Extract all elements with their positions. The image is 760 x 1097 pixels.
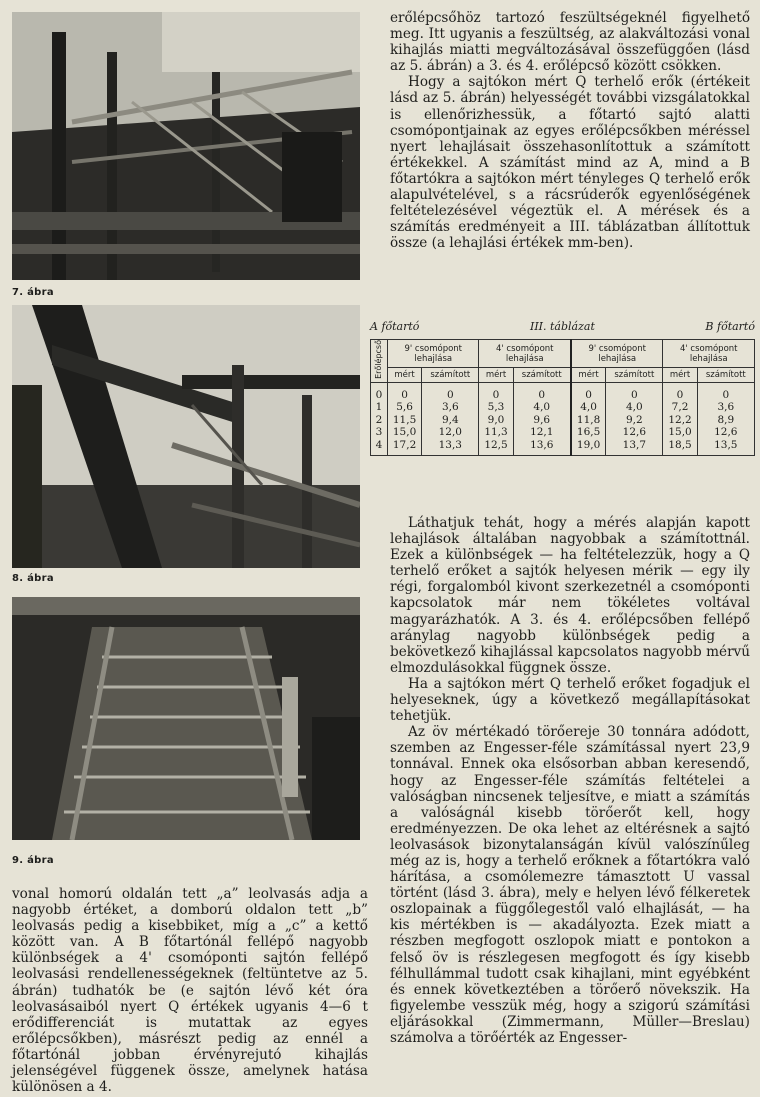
table-cell: 0 <box>388 382 422 401</box>
table-left-label: A főtartó <box>370 320 420 333</box>
sub-header: mért <box>388 368 422 383</box>
table-cell: 9,2 <box>606 414 663 427</box>
table-cell: 0 <box>479 382 513 401</box>
table-cell: 12,6 <box>606 426 663 439</box>
table-cell: 4,0 <box>513 401 571 414</box>
table-iii <box>370 320 755 456</box>
table-cell: 12,2 <box>663 414 697 427</box>
right-column-top <box>390 10 750 251</box>
table-cell: 9,0 <box>479 414 513 427</box>
table-row-step: 0 <box>371 382 388 401</box>
table-cell: 0 <box>606 382 663 401</box>
table-cell: 13,5 <box>697 439 754 456</box>
sub-header: számított <box>422 368 479 383</box>
table-heading <box>370 320 755 333</box>
table-cell: 13,7 <box>606 439 663 456</box>
table-cell: 9,6 <box>513 414 571 427</box>
figure-8-caption: 8. ábra <box>12 573 54 584</box>
table-cell: 12,5 <box>479 439 513 456</box>
figure-7-photo <box>12 12 360 280</box>
sub-header: számított <box>513 368 571 383</box>
sub-header: mért <box>663 368 697 383</box>
left-column-text <box>12 886 368 1095</box>
table-cell: 12,6 <box>697 426 754 439</box>
table-cell: 17,2 <box>388 439 422 456</box>
table-cell: 5,3 <box>479 401 513 414</box>
table-cell: 11,5 <box>388 414 422 427</box>
table-cell: 0 <box>571 382 606 401</box>
table-cell: 4,0 <box>606 401 663 414</box>
table-right-label: B főtartó <box>705 320 755 333</box>
sub-header: számított <box>606 368 663 383</box>
right-column-bottom <box>390 515 750 1046</box>
sub-header: számított <box>697 368 754 383</box>
table-cell: 8,9 <box>697 414 754 427</box>
table-body <box>371 382 755 456</box>
row-header-cell <box>371 340 388 383</box>
table-cell: 13,6 <box>513 439 571 456</box>
figure-9-caption: 9. ábra <box>12 855 54 866</box>
table-cell: 15,0 <box>663 426 697 439</box>
table-cell: 0 <box>513 382 571 401</box>
table-cell: 3,6 <box>422 401 479 414</box>
table-cell: 7,2 <box>663 401 697 414</box>
table-cell: 11,3 <box>479 426 513 439</box>
figure-8-photo <box>12 305 360 568</box>
group-header: 9' csomópont lehajlása <box>388 340 479 368</box>
table-cell: 0 <box>422 382 479 401</box>
table-cell: 0 <box>697 382 754 401</box>
group-header: 9' csomópont lehajlása <box>571 340 663 368</box>
group-header: 4' csomópont lehajlása <box>479 340 571 368</box>
table-cell: 4,0 <box>571 401 606 414</box>
figure-7-caption: 7. ábra <box>12 287 54 298</box>
group-header: 4' csomópont lehajlása <box>663 340 755 368</box>
paragraph-4: Ha a sajtókon mért Q terhelő erőket fogadjuk el helyeseknek, úgy a következő megállapításokat tehetjük. <box>390 675 750 725</box>
row-header: Erőlépcső <box>374 340 383 379</box>
table-cell: 9,4 <box>422 414 479 427</box>
table-cell: 0 <box>663 382 697 401</box>
figure-9-photo <box>12 597 360 840</box>
table-title: III. táblázat <box>529 320 595 333</box>
sub-header: mért <box>571 368 606 383</box>
paragraph-2: Hogy a sajtókon mért Q terhelő erők (értékeit lásd az 5. ábrán) helyességét további vizsgálatokkal is ellenőrizhessük, a főtartó sajtó alatti csomópontjainak az egyes erőlépcsőkben méréssel nyert lehajlásait összehasonlítottuk a számított értékekkel. A számítást mind az A, mind a B főtartókra a sajtókon mért tényleges Q terhelő erők alapulvételével, s a rácsrúderők egyenlőségének feltételezésével végeztük el. A mérések és a számítás eredményeit a III. táblázatban állítottuk össze (a lehajlási értékek mm-ben). <box>390 74 750 252</box>
deflection-table <box>370 339 755 456</box>
table-cell: 18,5 <box>663 439 697 456</box>
left-paragraph: vonal homorú oldalán tett „a” leolvasás adja a nagyobb értéket, a domború oldalon tett „b” leolvasás pedig a kisebbiket, míg a „c” a kettő között van. A B főtartónál fellépő nagyobb különbségek a 4' csomóponti sajtón fellépő leolvasási rendellenességeknek (feltüntetve az 5. ábrán) tudhatók be (e sajtón lévő két óra leolvasásaiból nyert Q értékek ugyanis 4—6 t erődifferenciát is mutattak az egyes erőlépcsőkben), másrészt pedig az ennél a főtartónál jobban érvényrejutó kihajlás jelenségével függenek össze, amelynek hatása különösen a 4. <box>12 886 368 1096</box>
table-cell: 3,6 <box>697 401 754 414</box>
table-row-step: 3 <box>371 426 388 439</box>
table-cell: 15,0 <box>388 426 422 439</box>
table-cell: 16,5 <box>571 426 606 439</box>
table-cell: 12,0 <box>422 426 479 439</box>
sub-header: mért <box>479 368 513 383</box>
table-cell: 11,8 <box>571 414 606 427</box>
table-cell: 12,1 <box>513 426 571 439</box>
paragraph-1: erőlépcsőhöz tartozó feszültségeknél figyelhető meg. Itt ugyanis a feszültség, az alakváltozási vonal kihajlás miatti megváltozásával összefüggően (lásd az 5. ábrán) a 3. és 4. erőlépcső között csökken. <box>390 10 750 75</box>
paragraph-5: Az öv mértékadó törőereje 30 tonnára adódott, szemben az Engesser-féle számítással nyert 23,9 tonnával. Ennek oka elsősorban abban keresendő, hogy az Engesser-féle számítás feltételei a valóságban nincsenek teljesítve, e miatt a számítás a valóságnál kisebb törőerőt kell, hogy eredményezzen. De oka lehet az eltérésnek a sajtó leolvasások bizonytalanságán kívül valószínűleg még az is, hogy a terhelő erőknek a főtartókra való hárítása, a csomólemezre támasztott U vassal történt (lásd 3. ábra), mely e helyen lévő félkeretek oszlopainak a függőlegestől való elhajlását, — ha kis mértékben is — akadályozta. Ezek miatt a részben megfogott oszlopok miatt e pontokon a felső öv is részlegesen megfogott és így kisebb félhullámmal tudott csak kihajlani, mint egyébként és ennek következtében a törőerő növekszik. Ha figyelembe vesszük még, hogy a szigorú számítási eljárásokkal (Zimmermann, Müller—Breslau) számolva a törőérték az Engesser- <box>390 724 750 1046</box>
table-row-step: 4 <box>371 439 388 456</box>
table-cell: 13,3 <box>422 439 479 456</box>
table-cell: 5,6 <box>388 401 422 414</box>
paragraph-3: Láthatjuk tehát, hogy a mérés alapján kapott lehajlások általában nagyobbak a számítottnál. Ezek a különbségek — ha feltételezzük, hogy a Q terhelő erőket a sajtók helyesen mérik — egy ily régi, forgalomból kivont szerkezetnél a csomóponti kapcsolatok már nem tökéletes voltával magyarázhatók. A 3. és 4. erőlépcsőben fellépő aránylag nagyobb különbségek pedig a bekövetkező kihajlással kapcsolatos nagyobb mérvű elmozdulásokkal függnek össze. <box>390 515 750 676</box>
table-row-step: 2 <box>371 414 388 427</box>
table-row-step: 1 <box>371 401 388 414</box>
table-cell: 19,0 <box>571 439 606 456</box>
